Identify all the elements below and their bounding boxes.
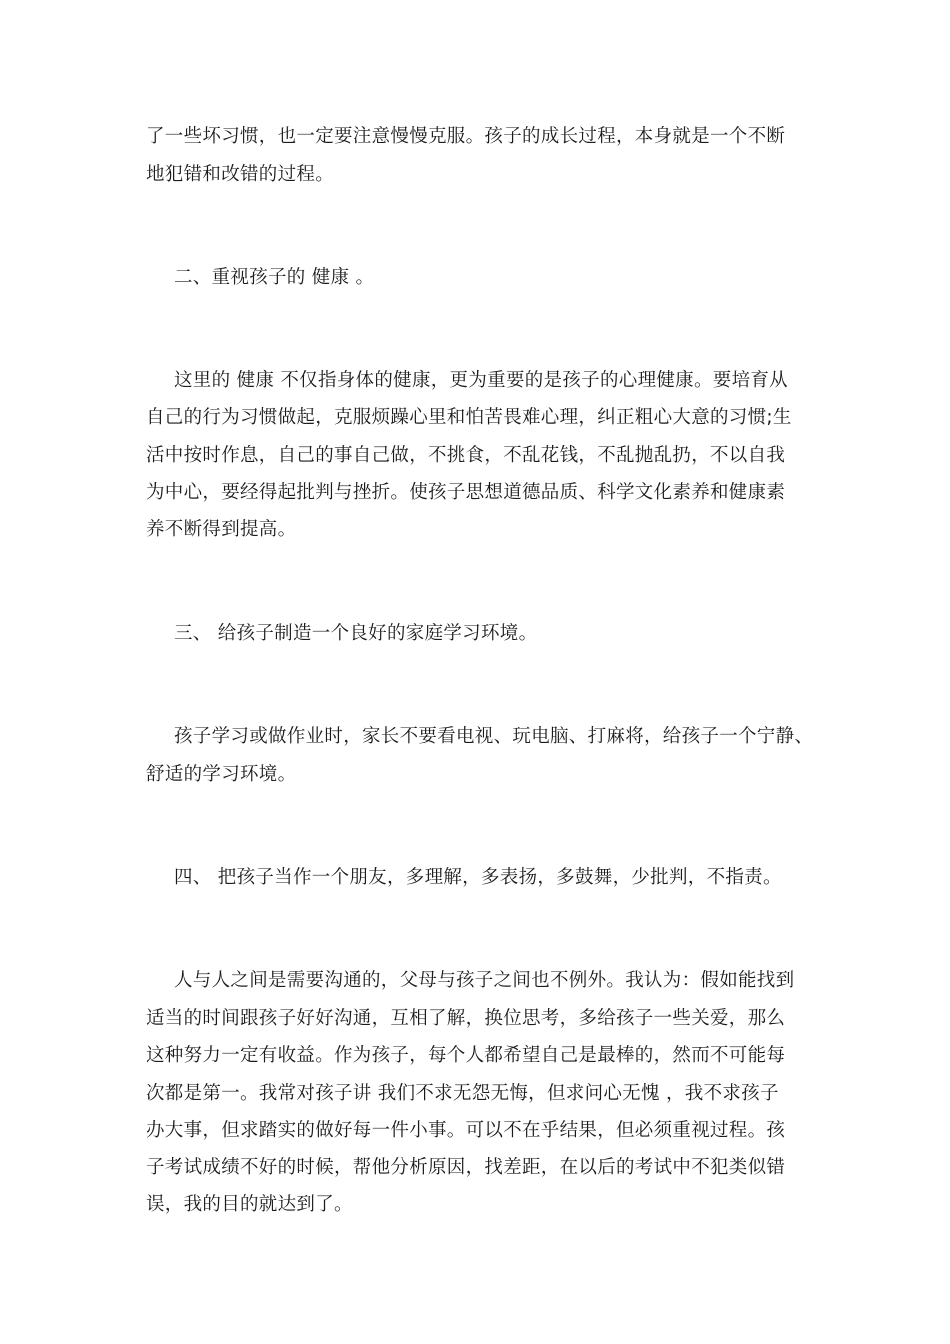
paragraph-4-line-6: 子考试成绩不好的时候，帮他分析原因，找差距，在以后的考试中不犯类似错 <box>146 1157 786 1178</box>
section-heading-3: 三、 给孩子制造一个良好的家庭学习环境。 <box>174 623 538 644</box>
section-heading-2: 二、重视孩子的 健康 。 <box>174 267 375 288</box>
section-heading-4: 四、 把孩子当作一个朋友，多理解，多表扬，多鼓舞，少批判，不指责。 <box>174 867 782 888</box>
paragraph-2-line-3: 活中按时作息，自己的事自己做，不挑食，不乱花钱，不乱抛乱扔，不以自我 <box>146 445 786 466</box>
paragraph-4-line-1: 人与人之间是需要沟通的，父母与孩子之间也不例外。我认为：假如能找到 <box>174 970 795 991</box>
paragraph-4-line-3: 这种努力一定有收益。作为孩子，每个人都希望自己是最棒的，然而不可能每 <box>146 1045 786 1066</box>
paragraph-3-line-2: 舒适的学习环境。 <box>146 764 297 785</box>
paragraph-4-line-5: 办大事，但求踏实的做好每一件小事。可以不在乎结果，但必须重视过程。孩 <box>146 1120 786 1141</box>
paragraph-4-line-2: 适当的时间跟孩子好好沟通，互相了解，换位思考，多给孩子一些关爱，那么 <box>146 1008 786 1029</box>
paragraph-2-line-4: 为中心，要经得起批判与挫折。使孩子思想道德品质、科学文化素养和健康素 <box>146 482 786 503</box>
paragraph-2-line-5: 养不断得到提高。 <box>146 519 297 540</box>
paragraph-1-line-1: 了一些坏习惯，也一定要注意慢慢克服。孩子的成长过程，本身就是一个不断 <box>146 126 786 147</box>
paragraph-2-line-1: 这里的 健康 不仅指身体的健康，更为重要的是孩子的心理健康。要培育从 <box>174 370 788 391</box>
paragraph-4-line-4: 次都是第一。我常对孩子讲 我们不求无怨无悔，但求问心无愧 ，我不求孩子 <box>146 1083 779 1104</box>
paragraph-1-line-2: 地犯错和改错的过程。 <box>146 164 335 185</box>
paragraph-3-line-1: 孩子学习或做作业时，家长不要看电视、玩电脑、打麻将，给孩子一个宁静、 <box>174 726 814 747</box>
paragraph-2-line-2: 自己的行为习惯做起，克服烦躁心里和怕苦畏难心理，纠正粗心大意的习惯;生 <box>146 407 792 428</box>
paragraph-4-line-7: 误，我的目的就达到了。 <box>146 1194 353 1215</box>
